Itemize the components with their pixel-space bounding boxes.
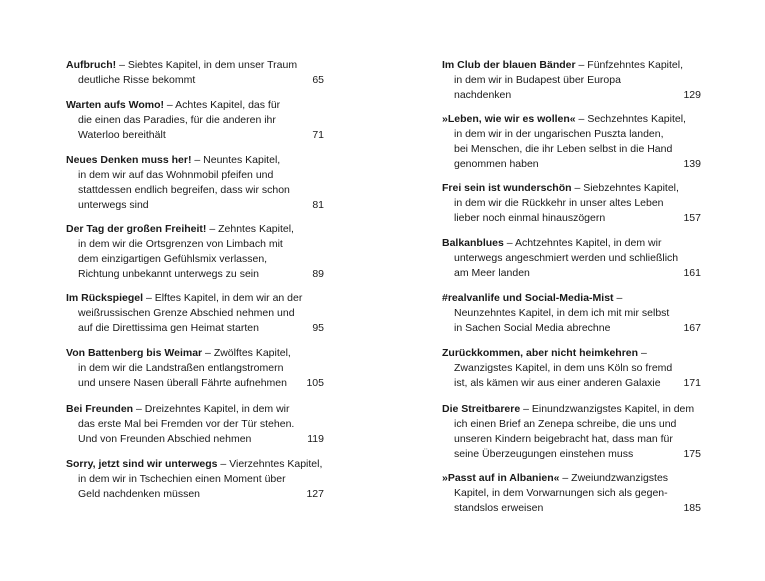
chapter-title: Aufbruch!: [66, 59, 117, 71]
toc-entry: [66, 153, 324, 213]
toc-entry: [442, 181, 701, 226]
toc-entry-first-line: [66, 291, 324, 306]
toc-entry-first-line: [66, 222, 324, 237]
toc-entry: [442, 291, 701, 336]
chapter-title: Bei Freunden: [66, 403, 134, 415]
chapter-title: Im Club der blauen Bänder: [442, 59, 576, 71]
toc-entry-first-line: [66, 153, 324, 168]
page-number: 81: [312, 199, 324, 211]
toc-entry: [442, 112, 701, 172]
chapter-subtitle: standslos erweisen: [454, 502, 544, 514]
chapter-subtitle: das erste Mal bei Fremden vor der Tür stehen.: [78, 418, 295, 430]
chapter-subtitle: stattdessen endlich begreifen, dass wir schon: [78, 184, 290, 196]
chapter-title: Balkanblues: [442, 237, 504, 249]
page-number: 127: [306, 488, 324, 500]
toc-entry: [442, 58, 701, 103]
chapter-subtitle: am Meer landen: [454, 267, 530, 279]
page-number: 175: [683, 448, 701, 460]
page-number: 171: [683, 377, 701, 389]
chapter-title: Im Rückspiegel: [66, 292, 144, 304]
chapter-subtitle: unterwegs sind: [78, 199, 149, 211]
chapter-title: Zurückkommen, aber nicht heimkehren: [442, 347, 639, 359]
toc-entry-first-line: [442, 112, 701, 127]
chapter-subtitle: dem einzigartigen Gefühlsmix verlassen,: [78, 253, 268, 265]
chapter-title: Die Streitbarere: [442, 403, 521, 415]
chapter-subtitle: in dem wir in Budapest über Europa: [454, 74, 621, 86]
chapter-subtitle: – Achtes Kapitel, das für: [164, 99, 281, 111]
chapter-subtitle: unterwegs angeschmiert werden und schließlich: [454, 252, 679, 264]
chapter-subtitle: bei Menschen, die ihr Leben selbst in die Hand: [454, 143, 673, 155]
chapter-subtitle: in dem wir die Ortsgrenzen von Limbach mit: [78, 238, 283, 250]
chapter-title: #realvanlife und Social-Media-Mist: [442, 292, 614, 304]
page-number: 129: [683, 89, 701, 101]
chapter-subtitle: Richtung unbekannt unterwegs zu sein: [78, 268, 259, 280]
chapter-subtitle: –: [613, 292, 623, 304]
chapter-subtitle: Und von Freunden Abschied nehmen: [78, 433, 252, 445]
chapter-subtitle: in dem wir die Landstraßen entlangstromern: [78, 362, 284, 374]
chapter-subtitle: die einen das Paradies, für die anderen ihr: [78, 114, 276, 126]
chapter-subtitle: Neunzehntes Kapitel, in dem ich mit mir selbst: [454, 307, 670, 319]
chapter-subtitle: – Siebtes Kapitel, in dem unser Traum: [116, 59, 298, 71]
chapter-subtitle: und unsere Nasen überall Fährte aufnehmen: [78, 377, 287, 389]
chapter-subtitle: in dem wir in Tschechien einen Moment über: [78, 473, 286, 485]
chapter-title: Sorry, jetzt sind wir unterwegs: [66, 458, 218, 470]
chapter-title: Frei sein ist wunderschön: [442, 182, 572, 194]
toc-entry-first-line: [66, 402, 324, 417]
toc-entry-first-line: [66, 98, 324, 113]
page-number: 185: [683, 502, 701, 514]
chapter-subtitle: – Achtzehntes Kapitel, in dem wir: [503, 237, 662, 249]
toc-entry-first-line: [442, 181, 701, 196]
toc-entry: [66, 222, 324, 282]
toc-entry: [66, 291, 324, 336]
chapter-subtitle: lieber noch einmal hinauszögern: [454, 212, 606, 224]
toc-entry: [442, 471, 701, 516]
toc-entry: [442, 346, 701, 391]
toc-entry-first-line: [442, 471, 701, 486]
chapter-subtitle: – Zwölftes Kapitel,: [202, 347, 291, 359]
toc-entry-first-line: [66, 346, 324, 361]
chapter-subtitle: – Dreizehntes Kapitel, in dem wir: [133, 403, 290, 415]
chapter-subtitle: – Sechzehntes Kapitel,: [575, 113, 686, 125]
toc-entry: [66, 98, 324, 143]
chapter-subtitle: weißrussischen Grenze Abschied nehmen und: [78, 307, 295, 319]
toc-entry: [442, 402, 701, 462]
chapter-subtitle: – Zweiundzwanzigstes: [559, 472, 669, 484]
chapter-subtitle: deutliche Risse bekommt: [78, 74, 196, 86]
chapter-subtitle: in Sachen Social Media abrechne: [454, 322, 611, 334]
toc-entry-first-line: [66, 457, 324, 472]
page-number: 167: [683, 322, 701, 334]
chapter-subtitle: – Elftes Kapitel, in dem wir an der: [143, 292, 303, 304]
chapter-subtitle: – Vierzehntes Kapitel,: [217, 458, 323, 470]
chapter-subtitle: –: [638, 347, 647, 359]
chapter-subtitle: nachdenken: [454, 89, 512, 101]
page-number: 161: [683, 267, 701, 279]
page-number: 95: [312, 322, 324, 334]
toc-entry-first-line: [66, 58, 324, 73]
page-number: 71: [312, 129, 324, 141]
page-number: 89: [312, 268, 324, 280]
chapter-subtitle: Waterloo bereithält: [78, 129, 166, 141]
toc-entry: [66, 402, 324, 447]
toc-entry: [66, 346, 324, 391]
toc-entry: [66, 457, 324, 502]
chapter-subtitle: ich einen Brief an Zenepa schreibe, die uns und: [454, 418, 677, 430]
chapter-subtitle: – Zehntes Kapitel,: [206, 223, 294, 235]
chapter-subtitle: Kapitel, in dem Vorwarnungen sich als gegen-: [454, 487, 668, 499]
page-number: 105: [306, 377, 324, 389]
page-number: 157: [683, 212, 701, 224]
toc-entry-first-line: [442, 58, 701, 73]
page-number: 65: [312, 74, 324, 86]
chapter-subtitle: Geld nachdenken müssen: [78, 488, 200, 500]
chapter-subtitle: – Fünfzehntes Kapitel,: [575, 59, 684, 71]
chapter-subtitle: – Neuntes Kapitel,: [191, 154, 281, 166]
page-number: 119: [307, 433, 324, 445]
chapter-title: Von Battenberg bis Weimar: [66, 347, 203, 359]
toc-entry: [442, 236, 701, 281]
chapter-subtitle: in dem wir die Rückkehr in unser altes Leben: [454, 197, 664, 209]
toc-entry-first-line: [442, 291, 701, 306]
chapter-subtitle: in dem wir in der ungarischen Puszta landen,: [454, 128, 664, 140]
chapter-title: Neues Denken muss her!: [66, 154, 192, 166]
page-number: 139: [683, 158, 701, 170]
toc-entry-first-line: [442, 346, 701, 361]
chapter-subtitle: auf die Direttissima gen Heimat starten: [78, 322, 259, 334]
chapter-subtitle: in dem wir auf das Wohnmobil pfeifen und: [78, 169, 274, 181]
chapter-title: »Leben, wie wir es wollen«: [442, 113, 576, 125]
chapter-subtitle: – Siebzehntes Kapitel,: [571, 182, 679, 194]
chapter-title: Warten aufs Womo!: [66, 99, 165, 111]
chapter-subtitle: seine Überzeugungen einstehen muss: [454, 448, 634, 460]
toc-entry-first-line: [442, 236, 701, 251]
chapter-title: »Passt auf in Albanien«: [442, 472, 560, 484]
chapter-title: Der Tag der großen Freiheit!: [66, 223, 207, 235]
toc-entry-first-line: [442, 402, 701, 417]
chapter-subtitle: – Einundzwanzigstes Kapitel, in dem: [520, 403, 695, 415]
chapter-subtitle: ist, als kämen wir aus einer anderen Galaxie: [454, 377, 661, 389]
chapter-subtitle: Zwanzigstes Kapitel, in dem uns Köln so fremd: [454, 362, 673, 374]
toc-entry: [66, 58, 324, 88]
chapter-subtitle: unseren Kindern beigebracht hat, dass man für: [454, 433, 673, 445]
chapter-subtitle: genommen haben: [454, 158, 539, 170]
